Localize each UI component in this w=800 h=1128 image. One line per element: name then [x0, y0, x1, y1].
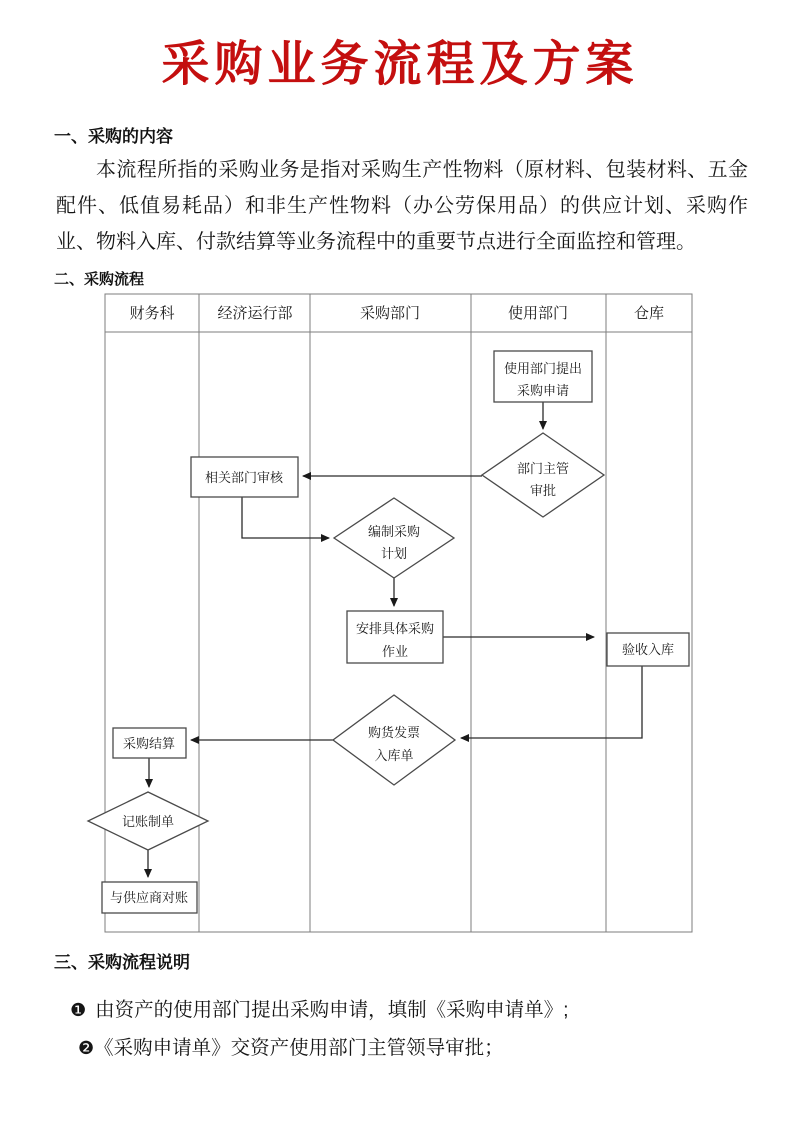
svg-text:安排具体采购: 安排具体采购 [355, 621, 435, 636]
node-book [88, 792, 208, 850]
svg-text:编制采购: 编制采购 [367, 524, 421, 539]
list-item-text: 《采购申请单》交资产使用部门主管领导审批； [94, 1037, 504, 1059]
lane-warehouse: 仓库 [633, 305, 665, 322]
node-warehouse-in [607, 633, 689, 666]
svg-text:记账制单: 记账制单 [121, 814, 175, 829]
node-review [191, 457, 298, 497]
svg-text:审批: 审批 [529, 483, 557, 498]
svg-text:采购申请: 采购申请 [516, 383, 570, 398]
list-item [78, 1032, 504, 1060]
node-approve [482, 433, 604, 517]
svg-text:作业: 作业 [381, 644, 409, 659]
svg-text:部门主管: 部门主管 [516, 461, 570, 476]
node-settle [113, 728, 186, 758]
svg-text:购货发票: 购货发票 [367, 725, 421, 740]
lane-purchasing: 采购部门 [359, 305, 421, 322]
node-arrange [347, 611, 443, 663]
page-title: 采购业务流程及方案 [161, 38, 639, 91]
list-item-text: 由资产的使用部门提出采购申请，填制《采购申请单》; [95, 999, 569, 1021]
svg-text:相关部门审核: 相关部门审核 [204, 470, 284, 485]
lane-economy: 经济运行部 [217, 305, 293, 322]
section3-heading: 三、采购流程说明 [54, 953, 190, 972]
list-item [70, 994, 569, 1022]
section1-paragraph: 本流程所指的采购业务是指对采购生产性物料（原材料、包装材料、五金配件、低值易耗品）和非生产性物料（办公劳保用品）的供应计划、采购作业、物料入库、付款结算等业务流程中的重要节点进行全面监控和管理。 [56, 159, 748, 253]
bullet-2-icon: ❷ [78, 1038, 95, 1058]
bullet-1-icon: ❶ [70, 1000, 87, 1020]
lane-user-dept: 使用部门 [507, 305, 569, 322]
procurement-flowchart [80, 288, 700, 948]
lane-finance: 财务科 [129, 305, 175, 322]
node-reconcile [102, 882, 197, 913]
svg-text:使用部门提出: 使用部门提出 [503, 361, 583, 376]
node-request [494, 351, 592, 402]
section2-heading: 二、采购流程 [54, 271, 145, 288]
svg-text:与供应商对账: 与供应商对账 [109, 890, 189, 905]
svg-text:计划: 计划 [380, 546, 408, 561]
node-invoice [333, 695, 455, 785]
node-plan [334, 498, 454, 578]
svg-text:入库单: 入库单 [374, 748, 414, 763]
svg-text:采购结算: 采购结算 [122, 736, 176, 751]
section1-heading: 一、采购的内容 [54, 127, 173, 146]
svg-text:验收入库: 验收入库 [621, 642, 675, 657]
